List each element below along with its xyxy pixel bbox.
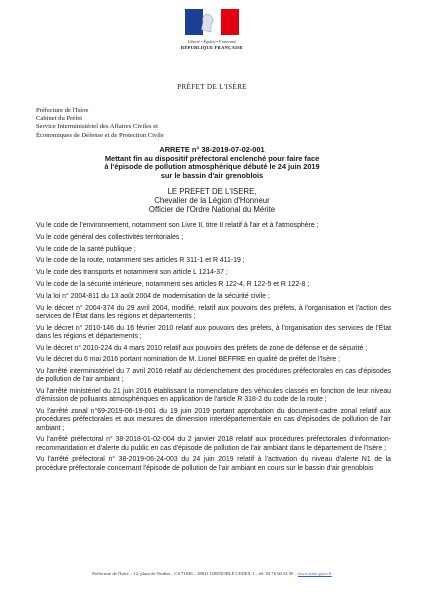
decree-title-line: sur le bassin d'air grenoblois — [160, 170, 264, 180]
sender-line: Service Interministériel des Affaires Civiles et — [36, 123, 159, 131]
visa-item: Vu l'arrêté zonal n°69-2019-06-19-001 du 19 juin 2019 portant approbation du document-cadre zonal relatif aux procédures préfectorales et aux mesures de dimension interdépartementale en cas d'épisodes de pollution de l'air ambiant ; — [36, 408, 391, 432]
marianne-profile-icon — [197, 11, 221, 33]
visa-item: Vu le code de la sécurité intérieure, notamment ses articles R 122-4, R 122-5 et R 122-8 ; — [36, 280, 310, 288]
visa-item: Vu le code de l'environnement, notamment son Livre II, titre II relatif à l'air et à l'atmosphère ; — [36, 222, 319, 229]
sender-line: Cabinet du Préfet — [36, 115, 83, 123]
visa-item: Vu l'arrêté préfectoral n° 38-2018-01-02-004 du 2 janvier 2018 relatif aux procédures préfectorales d'information-recommandation et d'alerte du public en cas d'épisode de pollution de l'air ambiant dans le département de l'Isère ; — [36, 436, 391, 452]
visa-item: Vu le code général des collectivités territoriales ; — [36, 233, 184, 241]
authority-line: LE PREFET DE L'ISERE, — [167, 187, 257, 196]
visa-item: Vu l'arrêté ministériel du 21 juin 2016 établissant la nomenclature des véhicules classés en fonction de leur niveau d'émission de polluants atmosphériques en application de l'article R 318-2 du code de la route ; — [36, 388, 391, 404]
prefet-heading: PRÉFET DE L'ISÈRE — [177, 83, 247, 91]
visa-item: Vu le code des transports et notamment son article L 1214-37 ; — [36, 269, 228, 277]
visa-item: Vu le décret du 6 mai 2016 portant nomination de M. Lionel BEFFRE en qualité de préfet de l'Isère ; — [36, 356, 341, 364]
visa-item: Vu le code de la route, notamment ses articles R 311-1 et R 411-19 ; — [36, 257, 245, 265]
visa-item: Vu le décret n° 2010-146 du 16 février 2010 relatif aux pouvoirs des préfets, à l'organisation des services de l'État dans les régions et départements ; — [36, 324, 391, 340]
decree-title-line: à l'épisode de pollution atmosphérique débuté le 24 juin 2019 — [104, 162, 320, 172]
visa-item: Vu le décret n° 2010-224 du 4 mars 2010 relatif aux pouvoirs des préfets de zone de défense et de sécurité ; — [36, 344, 368, 352]
authority-block — [0, 187, 424, 214]
republic-motto: Liberté • Égalité • Fraternité — [187, 39, 237, 44]
footer-address: Préfecture de l'Isère – 12, place de Verdun – CS 71046 – 38021 GRENOBLE CEDEX 1 – tél. 04 76 60 34 00 – — [92, 571, 297, 576]
visa-item: Vu le décret n° 2004-374 du 29 avril 2004, modifié, relatif aux pouvoirs des préfets, à l'organisation et l'action des services de l'État dans les régions et départements ; — [36, 304, 391, 320]
sender-line: Économiques de Défense et de Protection Civile — [36, 131, 164, 139]
decree-number: ARRETE n° 38-2019-07-02-001 — [159, 145, 265, 154]
marianne-logo — [174, 9, 250, 50]
decree-title-line: Mettant fin au dispositif préfectoral enclenché pour faire face — [104, 153, 320, 163]
footer-website-link[interactable]: www.isere.gouv.fr — [297, 571, 332, 576]
decree-title — [0, 146, 424, 180]
visa-item: Vu la loi n° 2004-811 du 13 août 2004 de modernisation de la sécurité civile ; — [36, 292, 270, 300]
visa-item: Vu l'arrêté interministériel du 7 avril 2016 relatif au déclenchement des procédures préfectorales en cas d'épisodes de pollution de l'air ambiant ; — [36, 368, 391, 384]
visa-item: Vu l'arrêté préfectoral n° 38-2019-06-24-003 du 24 juin 2019 relatif à l'activation du niveau d'alerte N1 de la procédure préfectorale concernant l'épisode de pollution de l'air ambiant en cours sur le bassin d'air grenoblois — [36, 456, 391, 472]
authority-line: Officier de l'Ordre National du Mérite — [148, 205, 276, 214]
visa-list — [36, 222, 391, 476]
visa-item: Vu le code de la santé publique ; — [36, 245, 136, 253]
tricolor-flag-icon — [185, 9, 239, 35]
sender-block — [36, 107, 164, 140]
authority-line: Chevalier de la Légion d'Honneur — [154, 196, 270, 205]
page-footer — [0, 571, 424, 576]
republic-name: RÉPUBLIQUE FRANÇAISE — [180, 45, 244, 50]
sender-line: Préfecture de l'Isère — [36, 107, 89, 114]
